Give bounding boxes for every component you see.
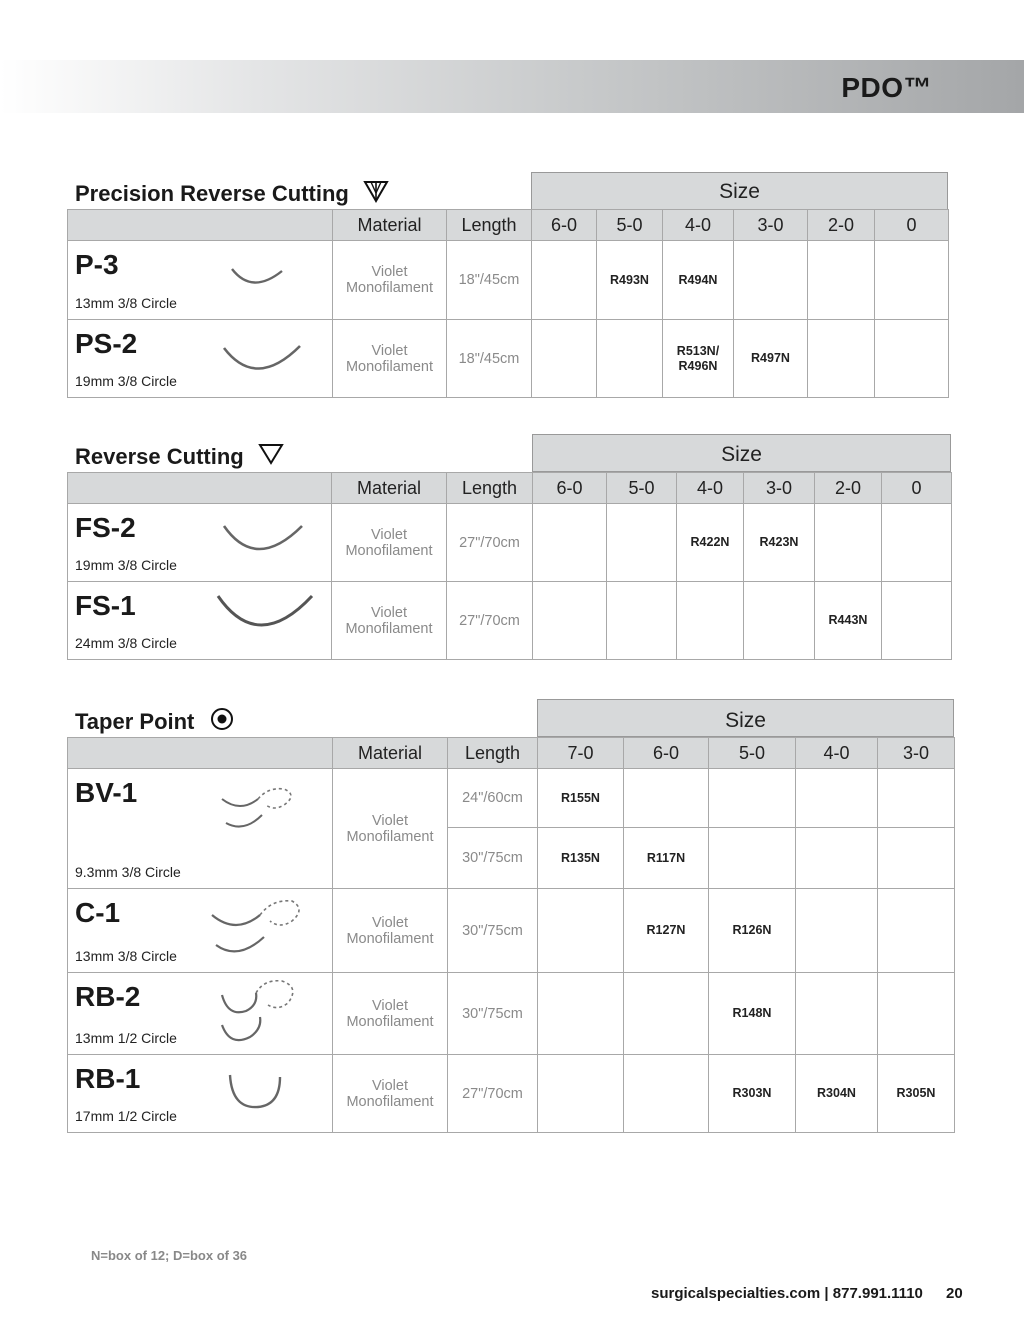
header-size: 3-0 [878,738,955,769]
table-row [68,241,949,320]
needle-curve-icon [214,592,316,634]
product-code-cell [878,769,955,828]
product-code-cell [533,582,607,660]
product-code: RB-2 [75,981,141,1012]
header-size: 2-0 [808,210,875,241]
section-title-text: Taper Point [75,709,195,734]
product-table-reverse-cutting [67,472,952,660]
product-cell [68,973,333,1055]
header-material: Material [332,473,447,504]
product-code-cell: R494N [663,241,734,320]
material-cell [332,582,447,660]
section-title-reverse-cutting [75,442,284,470]
product-code-cell [878,973,955,1055]
product-code-cell: R126N [709,889,796,973]
product-code-cell [607,582,677,660]
header-size: 5-0 [597,210,663,241]
product-code-cell: R443N [815,582,882,660]
material-type: Monofilament [346,1013,434,1030]
length-cell: 30"/75cm [448,889,538,973]
material-color: Violet [370,526,407,543]
material-type: Monofilament [345,358,434,375]
length-cell: 27"/70cm [448,1055,538,1133]
length-cell: 27"/70cm [447,582,533,660]
section-title-text: Precision Reverse Cutting [75,181,349,206]
product-description: 9.3mm 3/8 Circle [75,864,181,880]
product-cell [68,504,332,582]
material-type: Monofilament [346,1093,434,1110]
size-header: Size [537,699,954,737]
table-row [68,1055,955,1133]
material-type: Monofilament [346,930,434,947]
material-cell [333,889,448,973]
header-size: 0 [875,210,949,241]
header-material: Material [333,738,448,769]
double-needle-curve-icon [208,897,308,961]
product-code-cell [624,973,709,1055]
header-size: 5-0 [607,473,677,504]
reverse-cutting-triangle-icon [363,179,389,203]
header-product [68,473,332,504]
material-cell [333,769,448,889]
product-code: PS-2 [75,328,138,359]
product-code-cell [734,241,808,320]
product-code-cell [796,769,878,828]
product-description: 13mm 3/8 Circle [75,948,177,964]
needle-curve-icon [220,342,304,378]
product-code-cell [533,504,607,582]
product-code-cell: R305N [878,1055,955,1133]
product-code: FS-1 [75,590,136,621]
section-title-precision-reverse-cutting [75,179,389,207]
product-code-cell [815,504,882,582]
material-cell [332,504,447,582]
product-code-cell: R423N [744,504,815,582]
table-row [68,889,955,973]
product-cell [68,769,333,889]
section-title-text: Reverse Cutting [75,444,244,469]
length-cell: 30"/75cm [448,973,538,1055]
product-code-cell [597,320,663,398]
footnote: N=box of 12; D=box of 36 [91,1248,248,1263]
product-table-precision-reverse-cutting [67,209,949,398]
product-code-cell [538,973,624,1055]
taper-point-circle-icon [209,707,235,731]
header-length: Length [447,473,533,504]
table-row [68,582,952,660]
header-size: 4-0 [796,738,878,769]
header-size: 0 [882,473,952,504]
header-size: 4-0 [663,210,734,241]
material-color: Violet [371,342,408,359]
size-header: Size [532,434,951,472]
footer-contact: surgicalspecialties.com | 877.991.1110 [651,1285,923,1302]
header-length: Length [447,210,532,241]
product-code-cell [808,241,875,320]
product-code-cell [808,320,875,398]
table-header-row [68,473,952,504]
material-cell [333,1055,448,1133]
product-code-cell [796,973,878,1055]
length-cell: 18"/45cm [447,241,532,320]
length-cell: 24"/60cm [448,769,538,828]
header-size: 6-0 [624,738,709,769]
material-color: Violet [371,914,408,931]
product-code-cell [796,828,878,889]
product-code-cell: R497N [734,320,808,398]
double-needle-curve-icon [216,977,306,1047]
table-header-row [68,738,955,769]
header-size: 6-0 [533,473,607,504]
table-header-row [68,210,949,241]
length-cell: 30"/75cm [448,828,538,889]
product-code-cell [624,1055,709,1133]
header-size: 4-0 [677,473,744,504]
double-needle-curve-icon [218,785,298,835]
needle-curve-icon [224,1071,288,1111]
table-row [68,320,949,398]
header-size: 7-0 [538,738,624,769]
product-code-cell [878,889,955,973]
product-code-cell [677,582,744,660]
header-length: Length [448,738,538,769]
header-product [68,210,333,241]
product-code: BV-1 [75,777,138,808]
product-code-cell [532,320,597,398]
product-cell [68,241,333,320]
size-header: Size [531,172,948,210]
product-code-cell: R513N/ R496N [663,320,734,398]
product-code-cell: R148N [709,973,796,1055]
product-code-cell: R127N [624,889,709,973]
product-cell [68,320,333,398]
product-code-cell [538,889,624,973]
product-code-cell: R493N [597,241,663,320]
product-code-cell: R304N [796,1055,878,1133]
product-table-taper-point [67,737,955,1133]
product-code-cell [624,769,709,828]
product-code-cell: R135N [538,828,624,889]
length-cell: 18"/45cm [447,320,532,398]
needle-curve-icon [228,265,288,289]
product-code: P-3 [75,249,119,280]
product-code: RB-1 [75,1063,141,1094]
table-row [68,504,952,582]
page-title: PDO™ [841,72,932,103]
product-description: 19mm 3/8 Circle [75,557,177,573]
material-color: Violet [371,997,408,1014]
material-type: Monofilament [346,828,434,845]
length-cell: 27"/70cm [447,504,533,582]
product-description: 13mm 1/2 Circle [75,1030,177,1046]
header-size: 5-0 [709,738,796,769]
material-cell [333,973,448,1055]
table-row [68,769,955,828]
header-material: Material [333,210,447,241]
product-code-cell [607,504,677,582]
material-type: Monofilament [345,542,433,559]
page-number: 20 [946,1285,963,1302]
header-size: 2-0 [815,473,882,504]
product-code-cell: R155N [538,769,624,828]
product-cell [68,582,332,660]
product-cell [68,1055,333,1133]
product-code-cell: R303N [709,1055,796,1133]
table-row [68,973,955,1055]
product-description: 19mm 3/8 Circle [75,373,177,389]
material-cell [333,320,447,398]
header-size: 6-0 [532,210,597,241]
product-code: FS-2 [75,512,136,543]
material-color: Violet [371,1077,408,1094]
material-cell [333,241,447,320]
product-code-cell [882,582,952,660]
header-product [68,738,333,769]
product-code-cell [882,504,952,582]
product-code-cell: R117N [624,828,709,889]
product-code-cell [744,582,815,660]
material-type: Monofilament [345,280,434,296]
reverse-cutting-triangle-icon [258,442,284,466]
product-description: 24mm 3/8 Circle [75,635,177,651]
product-code-cell [796,889,878,973]
material-color: Violet [371,812,408,829]
product-code: C-1 [75,897,121,928]
product-code-cell [532,241,597,320]
header-size: 3-0 [744,473,815,504]
product-description: 17mm 1/2 Circle [75,1108,177,1124]
product-description: 13mm 3/8 Circle [75,295,177,311]
material-type: Monofilament [345,620,433,637]
product-code-cell [538,1055,624,1133]
product-code-cell [709,828,796,889]
material-color: Violet [370,604,407,621]
header-size: 3-0 [734,210,808,241]
product-cell [68,889,333,973]
material-color: Violet [371,264,408,280]
product-code-cell [875,241,949,320]
needle-curve-icon [220,522,306,558]
section-title-taper-point [75,707,235,735]
product-code-cell: R422N [677,504,744,582]
product-code-cell [875,320,949,398]
product-code-cell [709,769,796,828]
product-code-cell [878,828,955,889]
